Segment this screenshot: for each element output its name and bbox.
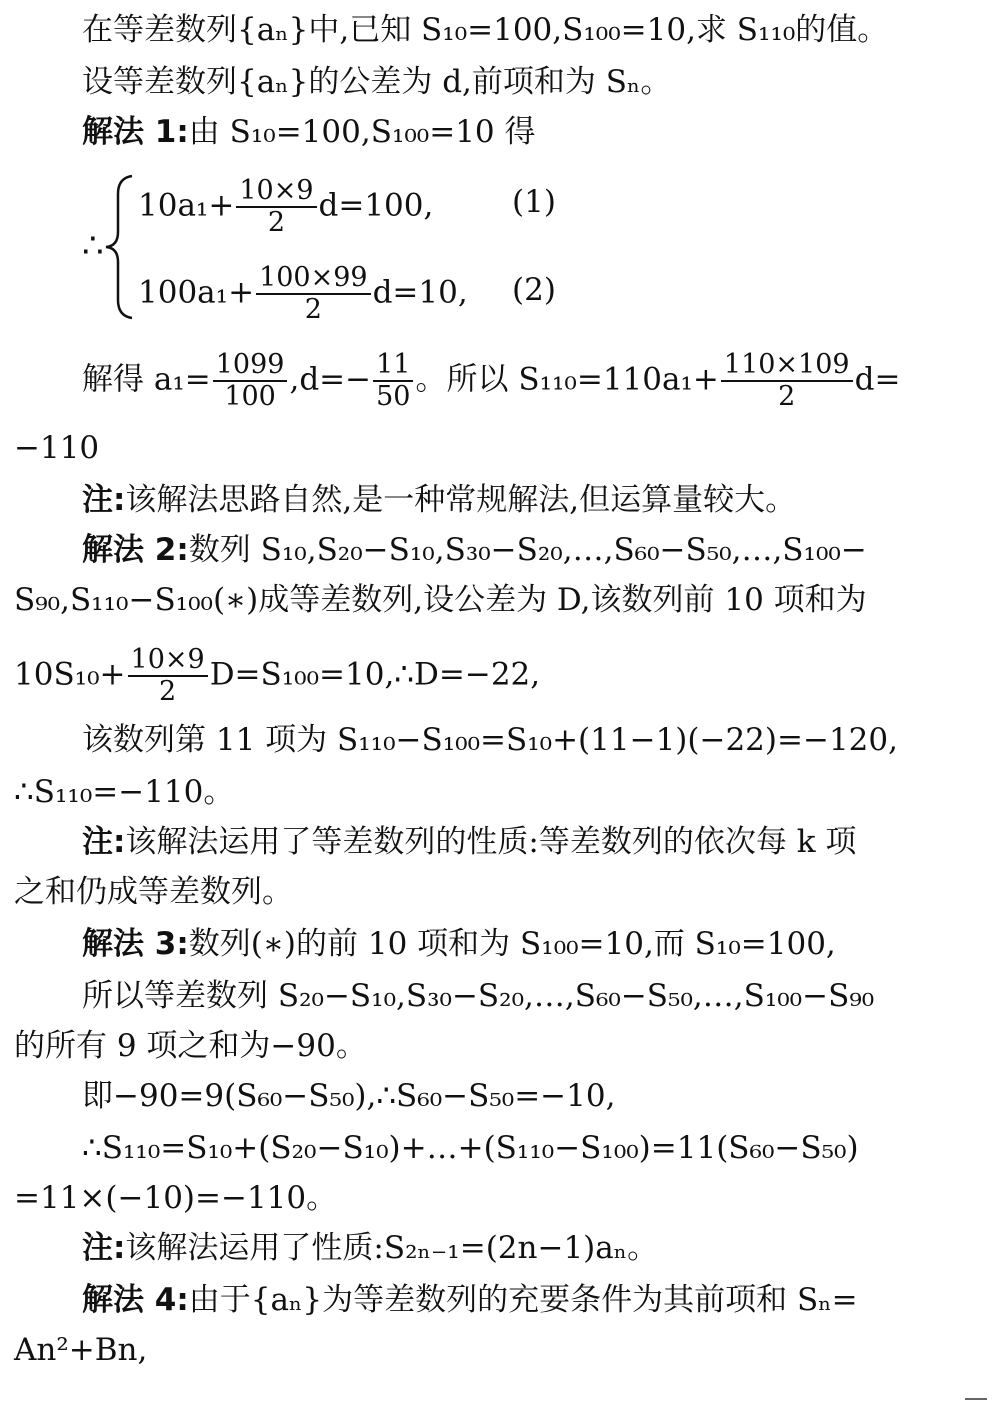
note-3-label: 注: <box>82 1230 126 1266</box>
equation-2-tag: (2) <box>512 272 556 308</box>
method-3-line-3: 的所有 9 项之和为−90。 <box>14 1028 367 1064</box>
method-3-line-6: =11×(−10)=−110。 <box>14 1180 338 1216</box>
note-2-label: 注: <box>82 824 126 860</box>
method-1-text: 由 S₁₀=100,S₁₀₀=10 得 <box>188 114 536 150</box>
note-3 <box>82 1228 658 1268</box>
m2-fraction: $\frac{10\times 9}{2}$ <box>128 645 208 707</box>
method-2-line-5: ∴S₁₁₀=−110。 <box>14 774 235 810</box>
note-2-text: 该解法运用了等差数列的性质:等差数列的依次每 k 项 <box>125 824 857 860</box>
note-2-cont: 之和仍成等差数列。 <box>14 874 293 910</box>
page-mark <box>965 1398 987 1400</box>
method-3-label: 解法 3: <box>82 926 189 962</box>
method-2-line-4: 该数列第 11 项为 S₁₁₀−S₁₀₀=S₁₀+(11−1)(−22)=−120, <box>82 722 898 758</box>
note-1-text: 该解法思路自然,是一种常规解法,但运算量较大。 <box>125 482 797 518</box>
method-3-line-5: ∴S₁₁₀=S₁₀+(S₂₀−S₁₀)+…+(S₁₁₀−S₁₀₀)=11(S₆₀−S₅₀) <box>82 1130 859 1166</box>
method-4-label: 解法 4: <box>82 1282 189 1318</box>
method-4-header <box>82 1280 858 1320</box>
method-4-line-2: An²+Bn, <box>14 1332 148 1368</box>
setup-line: 设等差数列{aₙ}的公差为 d,前项和为 Sₙ。 <box>82 64 672 100</box>
equation-1: 10a₁+ $\frac{10\times 9}{2}$ d=100, <box>138 175 434 238</box>
method-1-header <box>82 112 536 152</box>
method-2-label: 解法 2: <box>82 532 189 568</box>
method-4-text: 由于{aₙ}为等差数列的充要条件为其前项和 Sₙ= <box>188 1282 858 1318</box>
note-2 <box>82 822 856 862</box>
note-1 <box>82 480 796 520</box>
solution-line: 解得 a₁= $\frac{1099}{100}$ ,d=− $\frac{11}{50}$ 。所以 S₁₁₀=110a₁+ $\frac{110\times 109}{2}$ d= <box>82 349 901 412</box>
method-3-text: 数列(∗)的前 10 项和为 S₁₀₀=10,而 S₁₀=100, <box>188 926 836 962</box>
method-2-text: 数列 S₁₀,S₂₀−S₁₀,S₃₀−S₂₀,…,S₆₀−S₅₀,…,S₁₀₀− <box>188 532 867 568</box>
s110-fraction: $\frac{110\times 109}{2}$ <box>721 350 853 412</box>
therefore-symbol: ∴ <box>82 226 104 266</box>
d-fraction: $\frac{11}{50}$ <box>373 350 413 412</box>
method-2-line-3: 10S₁₀+ $\frac{10\times 9}{2}$ D=S₁₀₀=10,∴D=−22, <box>14 644 541 707</box>
method-2-line-2: S₉₀,S₁₁₀−S₁₀₀(∗)成等差数列,设公差为 D,该数列前 10 项和为 <box>14 582 867 618</box>
a1-fraction: $\frac{1099}{100}$ <box>213 350 288 412</box>
system-brace <box>80 172 140 322</box>
method-3-line-4: 即−90=9(S₆₀−S₅₀),∴S₆₀−S₅₀=−10, <box>82 1078 616 1114</box>
solution-result: −110 <box>14 430 100 466</box>
eq1-fraction: $\frac{10\times 9}{2}$ <box>236 176 316 238</box>
method-2-header <box>82 530 867 570</box>
method-1-label: 解法 1: <box>82 114 189 150</box>
note-1-label: 注: <box>82 482 126 518</box>
note-3-text: 该解法运用了性质:S₂ₙ₋₁=(2n−1)aₙ。 <box>125 1230 659 1266</box>
eq2-fraction: $\frac{100\times 99}{2}$ <box>256 263 371 325</box>
equation-1-tag: (1) <box>512 184 556 220</box>
problem-statement: 在等差数列{aₙ}中,已知 S₁₀=100,S₁₀₀=10,求 S₁₁₀的值。 <box>82 12 889 48</box>
equation-2: 100a₁+ $\frac{100\times 99}{2}$ d=10, <box>138 262 468 325</box>
method-3-line-2: 所以等差数列 S₂₀−S₁₀,S₃₀−S₂₀,…,S₆₀−S₅₀,…,S₁₀₀−S₉₀ <box>82 978 875 1014</box>
method-3-header <box>82 924 836 964</box>
